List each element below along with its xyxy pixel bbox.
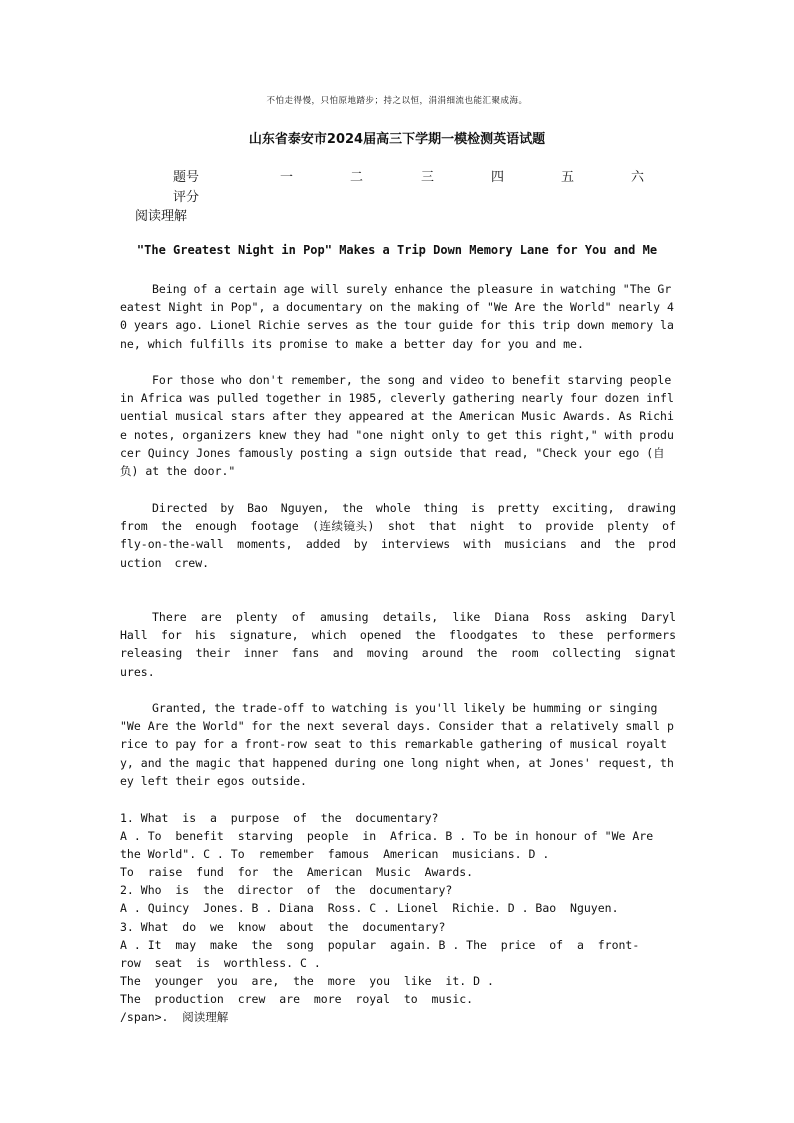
article-paragraph: Being of a certain age will surely enhance the pleasure in watching "The Greatest Night in Pop", a documentary on the making of "We Are the World" nearly 40 years ago. Lionel Richie serves as the tour guide for this trip down memory lane, which fulfills its promise to make a better day for you and me. (120, 282, 674, 351)
section-label: 阅读理解 (135, 209, 188, 224)
score-table-row-label-number: 题号 (173, 170, 200, 185)
score-table-row-label-score: 评分 (173, 190, 200, 205)
score-table-column: 四 (491, 170, 505, 185)
article-paragraph: For those who don't remember, the song and video to benefit starving people in Africa was pulled together in 1985, cleverly gathering nearly four dozen influential musical stars after they appeared at the American Music Awards. As Richie notes, organizers knew they had "one night only to get this right," with producer Quincy Jones famously posting a sign outside that read, "Check your ego (自负) at the door." (120, 373, 674, 479)
article-paragraph: Granted, the trade-off to watching is you'll likely be humming or singing "We Are the World" for the next several days. Consider that a relatively small price to pay for a front-row seat to this remarkable gathering of musical royalty, and the magic that happened during one long night when, at Jones' request, they left their egos outside. (120, 701, 674, 788)
question-options: the World". C . To remember famous American musicians. D . (120, 847, 550, 861)
question-options: A . Quincy Jones. B . Diana Ross. C . Lionel Richie. D . Bao Nguyen. (120, 901, 619, 915)
score-table-column: 三 (421, 170, 435, 185)
article-title: "The Greatest Night in Pop" Makes a Trip Down Memory Lane for You and Me (136, 243, 658, 257)
score-table-column: 六 (631, 170, 645, 185)
trailing-text: /span>. 阅读理解 (120, 1010, 229, 1024)
header-motto: 不怕走得慢，只怕原地踏步；持之以恒，涓涓细流也能汇聚成海。 (266, 96, 528, 106)
question-options: The younger you are, the more you like it. D . (120, 974, 494, 988)
question-options: row seat is worthless. C . (120, 956, 321, 970)
score-table-column: 五 (561, 170, 575, 185)
article-paragraph: Directed by Bao Nguyen, the whole thing is pretty exciting, drawing from the enough footage (连续镜头) shot that night to provide plenty of fly-on-the-wall moments, added by interviews with musicians and the production crew. (120, 501, 676, 570)
question-stem: 3. What do we know about the documentary? (120, 920, 446, 934)
question-options: A . To benefit starving people in Africa. B . To be in honour of "We Are (120, 829, 654, 843)
article-paragraph: There are plenty of amusing details, like Diana Ross asking Daryl Hall for his signature, which opened the floodgates to these performers releasing their inner fans and moving around the room collecting signatures. (120, 610, 676, 679)
score-table-column: 一 (280, 170, 294, 185)
question-options: The production crew are more royal to music. (120, 992, 474, 1006)
question-stem: 2. Who is the director of the documentary? (120, 883, 453, 897)
question-stem: 1. What is a purpose of the documentary? (120, 811, 439, 825)
question-options: A . It may make the song popular again. B . The price of a front- (120, 938, 640, 952)
score-table-column: 二 (350, 170, 364, 185)
question-options: To raise fund for the American Music Awards. (120, 865, 474, 879)
document-title: 山东省泰安市2024届高三下学期一模检测英语试题 (248, 132, 546, 147)
